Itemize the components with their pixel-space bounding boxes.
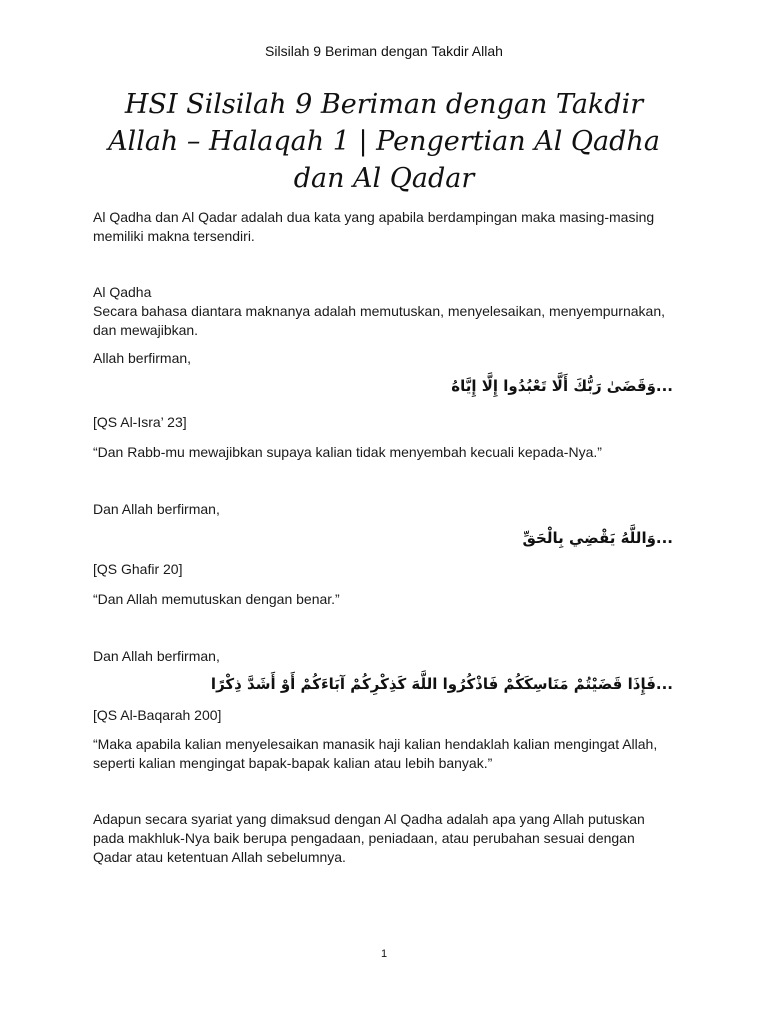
arabic-verse-3: ...فَإِذَا قَضَيْتُمْ مَنَاسِكَكُمْ فَاذْكُرُوا اللَّهَ كَذِكْرِكُمْ آبَاءَكُمْ أَوْ أَشَدَّ ذِكْرًا xyxy=(210,675,673,693)
section-heading: Al Qadha xyxy=(93,284,152,300)
verse-reference-3: [QS Al-Baqarah 200] xyxy=(93,707,222,723)
verse-translation-2: “Dan Allah memutuskan dengan benar.” xyxy=(93,591,340,607)
firman-intro-2: Dan Allah berfirman, xyxy=(93,501,220,517)
verse-reference-2: [QS Ghafir 20] xyxy=(93,561,183,577)
page-number: 1 xyxy=(380,948,388,960)
firman-intro-3: Dan Allah berfirman, xyxy=(93,648,220,664)
verse-translation-3: “Maka apabila kalian menyelesaikan manasik haji kalian hendaklah kalian mengingat Allah, seperti kalian mengingat bapak-bapak kalian atau lebih banyak.” xyxy=(93,736,658,771)
intro-paragraph: Al Qadha dan Al Qadar adalah dua kata yang apabila berdampingan maka masing-masing memiliki makna tersendiri. xyxy=(93,209,655,244)
firman-intro-1: Allah berfirman, xyxy=(93,350,192,366)
section-definition: Secara bahasa diantara maknanya adalah memutuskan, menyelesaikan, menyempurnakan, dan mewajibkan. xyxy=(93,303,666,338)
arabic-verse-2: ...وَاللَّهُ يَقْضِي بِالْحَقِّ xyxy=(522,529,673,547)
closing-paragraph: Adapun secara syariat yang dimaksud dengan Al Qadha adalah apa yang Allah putuskan pada makhluk-Nya baik berupa pengadaan, peniadaan, atau perubahan sesuai dengan Qadar atau ketentuan Allah sebelumnya. xyxy=(93,811,645,865)
arabic-verse-1: ...وَقَضَىٰ رَبُّكَ أَلَّا تَعْبُدُوا إِلَّا إِيَّاهُ xyxy=(451,377,673,395)
verse-reference-1: [QS Al-Isra’ 23] xyxy=(93,414,187,430)
running-header: Silsilah 9 Beriman dengan Takdir Allah xyxy=(265,43,503,59)
page-title: HSI Silsilah 9 Beriman dengan Takdir Allah – Halaqah 1 | Pengertian Al Qadha dan Al Qadar xyxy=(108,89,660,194)
verse-translation-1: “Dan Rabb-mu mewajibkan supaya kalian tidak menyembah kecuali kepada-Nya.” xyxy=(93,444,602,460)
